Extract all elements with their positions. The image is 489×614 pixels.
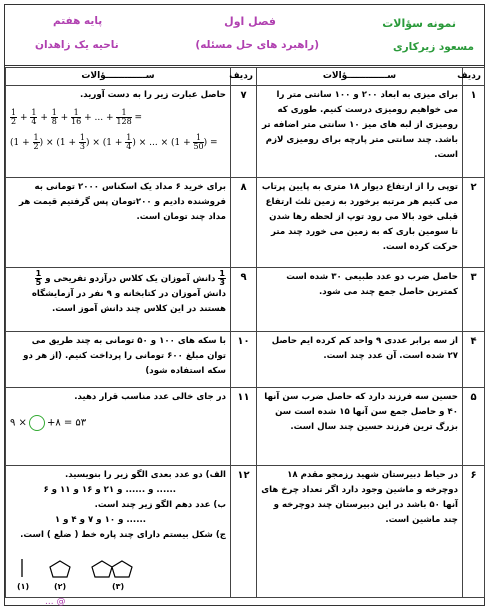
question-cell: [6, 86, 231, 178]
row-number: ۶: [463, 466, 485, 598]
question-text: حسین سه فرزند دارد که حاصل ضرب سن آنها ۴۰ و حاصل جمع سن آنها ۱۵ شده است سن بزرگ ترین فرزند حسین چند سال است.: [257, 388, 463, 466]
figure-label-3: (۳): [112, 582, 125, 591]
row-number: ۱۰: [231, 332, 257, 388]
worksheet-page: [4, 4, 485, 606]
row-number: ۲: [463, 178, 485, 268]
row-number: ۱: [463, 86, 485, 178]
row-number: ۷: [231, 86, 257, 178]
table-row: [6, 86, 485, 178]
pattern-sequence: ...... و ...... و ۲۱ و ۱۶ و ۱۱ و ۶: [43, 485, 176, 495]
row-number: ۱۱: [231, 388, 257, 466]
question-cell: [6, 466, 231, 598]
col-questions-header: ســـــــــــــؤالات: [257, 68, 463, 86]
question-text: از سه برابر عددی ۹ واحد کم کرده ایم حاصل ۲۷ شده است. آن عدد چند است.: [257, 332, 463, 388]
question-cell: [6, 388, 231, 466]
fraction-product: (1 + $\frac{1}{2}$ ) × (1 + $\frac{1}{3}$ ) × (1 + $\frac{1}{4}$ ) × ... × (1 + $\frac{1}{50}$ ) =: [10, 133, 218, 151]
pattern-sequence: ...... و ۱۰ و ۷ و ۴ و ۱: [54, 515, 146, 525]
col-radif-header: ردیف: [231, 68, 257, 86]
col-questions-header: ســـــــــــــؤالات: [6, 68, 231, 86]
question-text: با سکه های ۱۰۰ و ۵۰ تومانی به چند طریق می توان مبلغ ۶۰۰ تومانی را پرداخت کنیم. (از هر دو سکه استفاده شود): [6, 332, 231, 388]
question-text: حاصل عبارت زیر را به دست آورید.: [79, 90, 226, 100]
table-row: [6, 466, 485, 598]
question-text: در جای خالی عدد مناسب قرار دهید.: [74, 392, 226, 402]
table-row: [6, 332, 485, 388]
blank-equation: ۹ × +۸ = ۵۳: [10, 415, 226, 431]
question-text: توپی را از ارتفاع دیوار ۱۸ متری به پایین پرتاب می کنیم هر مرتبه برخورد به زمین ثلث ارتفاع قبلی خود بالا می رود توپ از لحظه رها شدن تا سومین باری که به زمین می خورد چند متر حرکت کرده است.: [257, 178, 463, 268]
question-text: در حیاط دبیرستان شهید رزمجو مقدم ۱۸ دوچرخه و ماشین وجود دارد اگر تعداد چرخ های آنها ۵۰ باشد در این دبیرستان چند دوچرخه و چند ماشین است.: [257, 466, 463, 598]
district-label: ناحیه یک زاهدان: [35, 39, 119, 51]
row-number: ۱۲: [231, 466, 257, 598]
row-number: ۵: [463, 388, 485, 466]
header-title: نمونه سؤالات: [382, 17, 456, 30]
figure-label-2: (۲): [54, 582, 67, 591]
table-header-row: [6, 68, 485, 86]
worksheet-header: [5, 5, 484, 66]
table-row: [6, 388, 485, 466]
question-text: الف) دو عدد بعدی الگو زیر را بنویسید.: [65, 470, 226, 480]
row-number: ۴: [463, 332, 485, 388]
table-row: [6, 178, 485, 268]
row-number: ۹: [231, 268, 257, 332]
col-radif-header: ردیف: [463, 68, 485, 86]
figure-label-1: (۱): [17, 582, 30, 591]
header-author: مسعود زیرکاری: [393, 41, 474, 53]
grade-label: پایه هفتم: [53, 15, 103, 27]
question-text: ج) شکل بیستم دارای چند پاره خط ( ضلع ) است.: [20, 530, 226, 540]
questions-table: [5, 67, 485, 598]
footer-watermark: @ ...: [45, 597, 66, 607]
question-text: حاصل ضرب دو عدد طبیعی ۳۰ شده است کمترین حاصل جمع چند می شود.: [257, 268, 463, 332]
question-text: ب) عدد دهم الگو زیر چند است.: [94, 500, 226, 510]
question-text: دانش آموزان یک کلاس درآزدو تفریحی و: [45, 274, 216, 284]
chapter-subtitle: (راهبرد های حل مسئله): [195, 39, 319, 51]
blank-circle: [29, 415, 45, 431]
question-text: دانش آموزان در کتابخانه و ۹ نفر در آزمایشگاه هستند در این کلاس چند دانش آموز است.: [31, 289, 226, 314]
row-number: ۳: [463, 268, 485, 332]
fraction-sum: $\frac{1}{2}$ + $\frac{1}{4}$ + $\frac{1}{8}$ + $\frac{1}{16}$ + ... + $\frac{1}{128}$ =: [11, 108, 143, 126]
question-cell: $\frac{1}{3}$ دانش آموزان یک کلاس درآزدو تفریحی و $\frac{1}{5}$ دانش آموزان در کتابخانه و ۹ نفر در آزمایشگاه هستند در این کلاس چند دانش آموز است.: [6, 268, 231, 332]
polygon-pattern-figure: [12, 555, 162, 595]
row-number: ۸: [231, 178, 257, 268]
question-text: برای خرید ۶ مداد یک اسکناس ۲۰۰۰ تومانی به فروشنده دادیم و ۲۰۰تومان پس گرفتیم قیمت هر مداد چند تومان است.: [6, 178, 231, 268]
table-row: [6, 268, 485, 332]
question-text: برای میزی به ابعاد ۲۰۰ و ۱۰۰ سانتی متر را می خواهیم رومیزی درست کنیم. طوری که رومیزی از لبه های میز ۱۰ سانتی متر اضافه تر باشد. چند سانتی متر پارچه برای رومیزی لازم است.: [257, 86, 463, 178]
chapter-title: فصل اول: [224, 15, 276, 28]
